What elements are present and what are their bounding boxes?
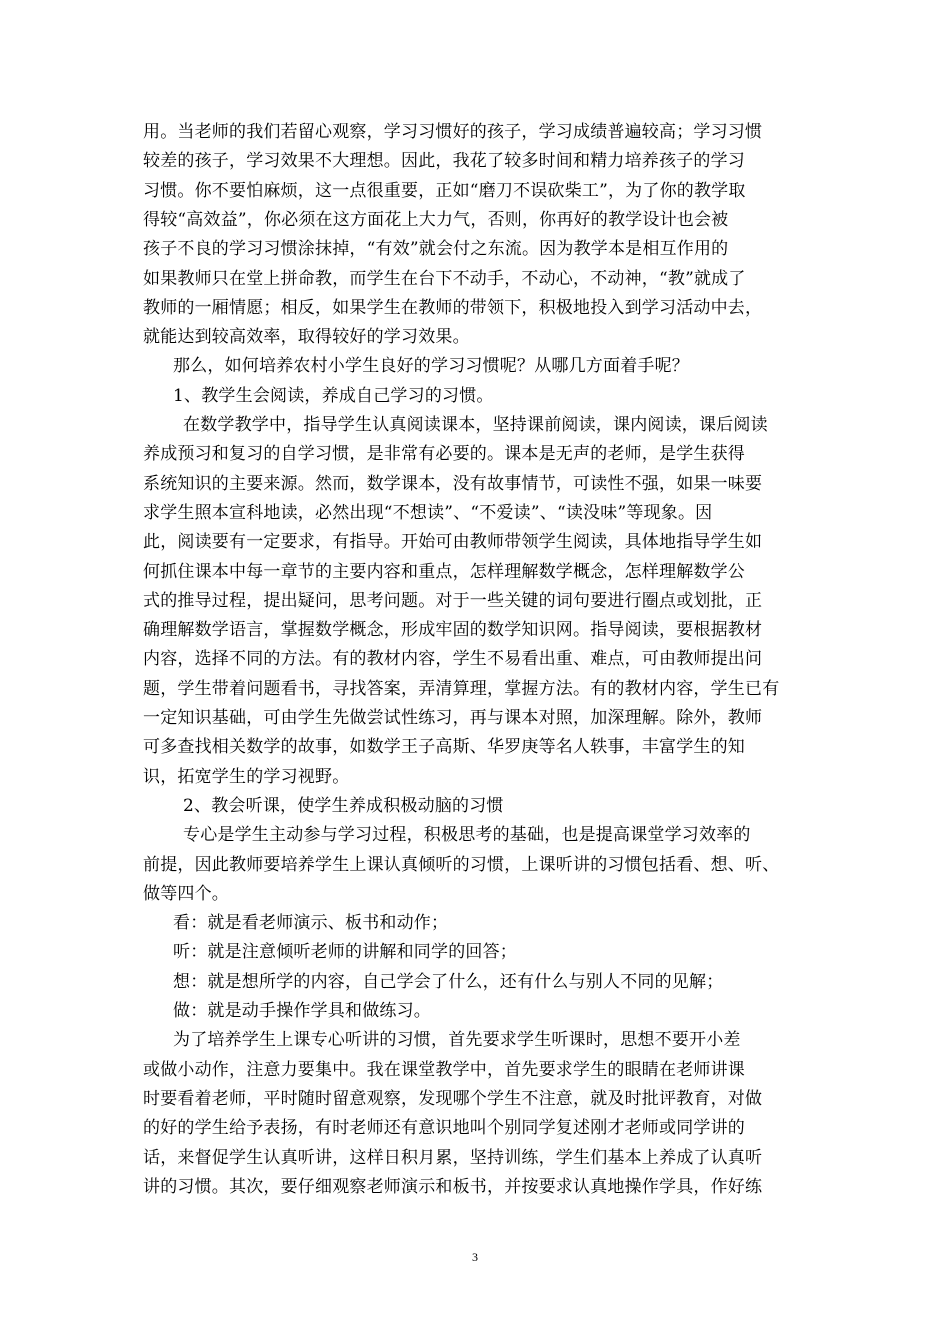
text-line: 识，拓宽学生的学习视野。 — [143, 767, 350, 787]
text-line: 求学生照本宣科地读，必然出现“不想读”、“不爱读”、“读没味”等现象。因 — [143, 503, 713, 523]
page-number: 3 — [472, 1250, 478, 1264]
text-line: 一定知识基础，可由学生先做尝试性练习，再与课本对照，加深理解。除外，教师 — [143, 708, 763, 728]
text-line: 确理解数学语言，掌握数学概念，形成牢固的数学知识网。指导阅读，要根据教材 — [143, 620, 763, 640]
text-line: 养成预习和复习的自学习惯，是非常有必要的。课本是无声的老师，是学生获得 — [143, 444, 745, 464]
text-line: 听：就是注意倾听老师的讲解和同学的回答； — [173, 942, 517, 962]
text-line: 讲的习惯。其次，要仔细观察老师演示和板书，并按要求认真地操作学具，作好练 — [143, 1177, 763, 1197]
text-line: 就能达到较高效率，取得较好的学习效果。 — [143, 327, 470, 347]
text-line: 1、教学生会阅读，养成自己学习的习惯。 — [173, 386, 494, 406]
text-line: 那么，如何培养农村小学生良好的学习习惯呢？从哪几方面着手呢？ — [173, 356, 689, 376]
text-line: 得较“高效益”，你必须在这方面花上大力气，否则，你再好的教学设计也会被 — [143, 210, 729, 230]
text-line: 题，学生带着问题看书，寻找答案，弄清算理，掌握方法。有的教材内容，学生已有 — [143, 679, 780, 699]
text-line: 系统知识的主要来源。然而，数学课本，没有故事情节，可读性不强，如果一味要 — [143, 474, 763, 494]
text-line: 较差的孩子，学习效果不大理想。因此，我花了较多时间和精力培养孩子的学习 — [143, 151, 745, 171]
text-line: 习惯。你不要怕麻烦，这一点很重要，正如“磨刀不误砍柴工”，为了你的教学取 — [143, 181, 746, 201]
text-line: 时要看着老师，平时随时留意观察，发现哪个学生不注意，就及时批评教育，对做 — [143, 1089, 763, 1109]
text-line: 此，阅读要有一定要求，有指导。开始可由教师带领学生阅读，具体地指导学生如 — [143, 532, 763, 552]
text-line: 前提，因此教师要培养学生上课认真倾听的习惯，上课听讲的习惯包括看、想、听、 — [143, 855, 780, 875]
text-line: 何抓住课本中每一章节的主要内容和重点，怎样理解数学概念，怎样理解数学公 — [143, 562, 745, 582]
text-line: 或做小动作，注意力要集中。我在课堂教学中，首先要求学生的眼睛在老师讲课 — [143, 1060, 745, 1080]
text-line: 教师的一厢情愿；相反，如果学生在教师的带领下，积极地投入到学习活动中去， — [143, 298, 763, 318]
text-line: 式的推导过程，提出疑问，思考问题。对于一些关键的词句要进行圈点或划批，正 — [143, 591, 763, 611]
text-line: 专心是学生主动参与学习过程，积极思考的基础，也是提高课堂学习效率的 — [183, 825, 751, 845]
text-line: 用。当老师的我们若留心观察，学习习惯好的孩子，学习成绩普遍较高；学习习惯 — [143, 122, 763, 142]
text-line: 孩子不良的学习习惯涂抹掉，“有效”就会付之东流。因为教学本是相互作用的 — [143, 239, 729, 259]
text-line: 在数学教学中，指导学生认真阅读课本，坚持课前阅读，课内阅读，课后阅读 — [183, 415, 768, 435]
text-line: 做：就是动手操作学具和做练习。 — [173, 1001, 431, 1021]
text-line: 内容，选择不同的方法。有的教材内容，学生不易看出重、难点，可由教师提出问 — [143, 649, 763, 669]
text-line: 想：就是想所学的内容，自己学会了什么，还有什么与别人不同的见解； — [173, 972, 724, 992]
text-line: 的好的学生给予表扬，有时老师还有意识地叫个别同学复述刚才老师或同学讲的 — [143, 1118, 745, 1138]
text-line: 可多查找相关数学的故事，如数学王子高斯、华罗庚等名人轶事，丰富学生的知 — [143, 737, 745, 757]
text-line: 如果教师只在堂上拼命教，而学生在台下不动手，不动心，不动神，“教”就成了 — [143, 269, 746, 289]
text-line: 2、教会听课，使学生养成积极动脑的习惯 — [183, 796, 504, 816]
text-line: 做等四个。 — [143, 884, 229, 904]
text-line: 为了培养学生上课专心听讲的习惯，首先要求学生听课时，思想不要开小差 — [173, 1030, 741, 1050]
text-line: 看：就是看老师演示、板书和动作； — [173, 913, 449, 933]
text-line: 话，来督促学生认真听讲，这样日积月累，坚持训练，学生们基本上养成了认真听 — [143, 1148, 763, 1168]
